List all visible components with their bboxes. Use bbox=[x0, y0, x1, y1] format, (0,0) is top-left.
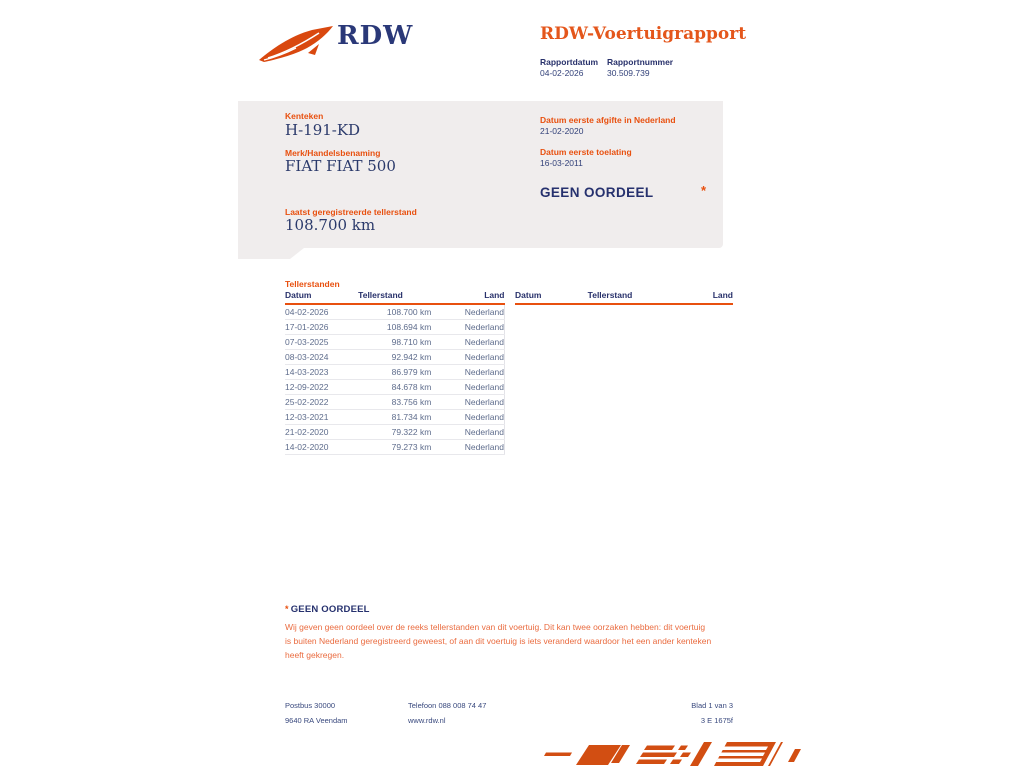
speed-stripes-graphic bbox=[544, 741, 804, 768]
table-cell: 83.756 km bbox=[358, 395, 431, 410]
footer-address-line1: Postbus 30000 bbox=[285, 701, 336, 710]
column-header-tellerstand: Tellerstand bbox=[358, 290, 431, 304]
laatste-tellerstand-value: 108.700 km bbox=[285, 216, 376, 234]
table-cell: Nederland bbox=[431, 380, 504, 395]
rdw-logo-text: RDW bbox=[337, 21, 414, 51]
table-cell: 25-02-2022 bbox=[285, 395, 358, 410]
table-row bbox=[285, 440, 505, 455]
merk-label: Merk/Handelsbenaming bbox=[285, 148, 381, 158]
table-cell: 79.273 km bbox=[358, 440, 431, 455]
footnote-title bbox=[285, 604, 713, 615]
table-cell: 108.694 km bbox=[358, 320, 431, 335]
footer-paging bbox=[691, 699, 733, 728]
table-cell: 92.942 km bbox=[358, 350, 431, 365]
footer-contact bbox=[408, 699, 486, 728]
footnote-title-text: GEEN OORDEEL bbox=[290, 604, 370, 615]
table-header-row bbox=[515, 290, 733, 304]
report-title: RDW-Voertuigrapport bbox=[540, 24, 747, 44]
table-cell: Nederland bbox=[431, 320, 504, 335]
tellerstanden-title: Tellerstanden bbox=[285, 279, 340, 289]
table-cell: 12-03-2021 bbox=[285, 410, 358, 425]
table-cell: Nederland bbox=[431, 440, 504, 455]
table-row bbox=[285, 320, 505, 335]
table-cell: Nederland bbox=[431, 425, 504, 440]
rdw-feather-logo-icon bbox=[256, 24, 336, 66]
table-row bbox=[285, 425, 505, 440]
report-number-value: 30.509.739 bbox=[607, 68, 650, 78]
table-row bbox=[285, 410, 505, 425]
verdict-footnote bbox=[285, 604, 713, 662]
vehicle-summary-box bbox=[238, 101, 723, 248]
eerste-afgifte-value: 21-02-2020 bbox=[540, 126, 584, 136]
tellerstanden-table-body bbox=[285, 304, 505, 455]
report-date-label: Rapportdatum bbox=[540, 57, 599, 67]
table-cell: 12-09-2022 bbox=[285, 380, 358, 395]
table-cell: Nederland bbox=[431, 395, 504, 410]
tellerstanden-table-left bbox=[285, 290, 505, 455]
table-cell: 108.700 km bbox=[358, 304, 431, 320]
table-cell: 04-02-2026 bbox=[285, 304, 358, 320]
eerste-toelating-value: 16-03-2011 bbox=[540, 158, 583, 168]
table-cell: 81.734 km bbox=[358, 410, 431, 425]
table-row bbox=[285, 335, 505, 350]
column-header-land: Land bbox=[660, 290, 733, 304]
kenteken-value: H-191-KD bbox=[285, 121, 361, 139]
table-cell: 14-02-2020 bbox=[285, 440, 358, 455]
eerste-afgifte-label: Datum eerste afgifte in Nederland bbox=[540, 115, 676, 125]
table-cell: 21-02-2020 bbox=[285, 425, 358, 440]
footnote-asterisk: * bbox=[285, 604, 289, 614]
kenteken-label: Kenteken bbox=[285, 111, 324, 121]
table-row bbox=[285, 395, 505, 410]
table-header-row bbox=[285, 290, 505, 304]
table-cell: 84.678 km bbox=[358, 380, 431, 395]
footer-address-line2: 9640 RA Veendam bbox=[285, 715, 348, 725]
table-cell: Nederland bbox=[431, 335, 504, 350]
table-cell: Nederland bbox=[431, 410, 504, 425]
merk-value: FIAT FIAT 500 bbox=[285, 157, 396, 175]
footer-address bbox=[285, 699, 348, 728]
table-cell: 08-03-2024 bbox=[285, 350, 358, 365]
table-cell: Nederland bbox=[431, 304, 504, 320]
table-cell: 79.322 km bbox=[358, 425, 431, 440]
table-row bbox=[285, 350, 505, 365]
report-date-value: 04-02-2026 bbox=[540, 68, 584, 78]
column-header-tellerstand: Tellerstand bbox=[588, 290, 661, 304]
column-header-datum: Datum bbox=[515, 290, 588, 304]
footer-page-indicator: Blad 1 van 3 bbox=[691, 701, 733, 710]
table-cell: Nederland bbox=[431, 365, 504, 380]
verdict-text: GEEN OORDEEL bbox=[540, 185, 654, 200]
table-cell: Nederland bbox=[431, 350, 504, 365]
verdict-asterisk: * bbox=[701, 183, 707, 198]
report-number-label: Rapportnummer bbox=[607, 57, 674, 67]
table-cell: 86.979 km bbox=[358, 365, 431, 380]
summary-box-tab bbox=[238, 248, 304, 259]
footer-website: www.rdw.nl bbox=[408, 715, 446, 725]
footer-form-code: 3 E 1675f bbox=[700, 715, 733, 725]
tellerstanden-table-right bbox=[515, 290, 733, 305]
table-row bbox=[285, 304, 505, 320]
table-row bbox=[285, 380, 505, 395]
column-header-land: Land bbox=[431, 290, 504, 304]
table-row bbox=[285, 365, 505, 380]
footer-phone: Telefoon 088 008 74 47 bbox=[408, 701, 487, 710]
eerste-toelating-label: Datum eerste toelating bbox=[540, 147, 632, 157]
footnote-body: Wij geven geen oordeel over de reeks tellerstanden van dit voertuig. Dit kan twee oorzaken hebben: dit voertuig is buiten Nederland geregistreerd geweest, of aan dit voertuig is iets veranderd waardoor het een ander kenteken heeft gekregen. bbox=[285, 622, 712, 660]
table-cell: 07-03-2025 bbox=[285, 335, 358, 350]
table-cell: 14-03-2023 bbox=[285, 365, 358, 380]
table-cell: 17-01-2026 bbox=[285, 320, 358, 335]
table-cell: 98.710 km bbox=[358, 335, 431, 350]
column-header-datum: Datum bbox=[285, 290, 358, 304]
laatste-tellerstand-label: Laatst geregistreerde tellerstand bbox=[285, 207, 417, 217]
